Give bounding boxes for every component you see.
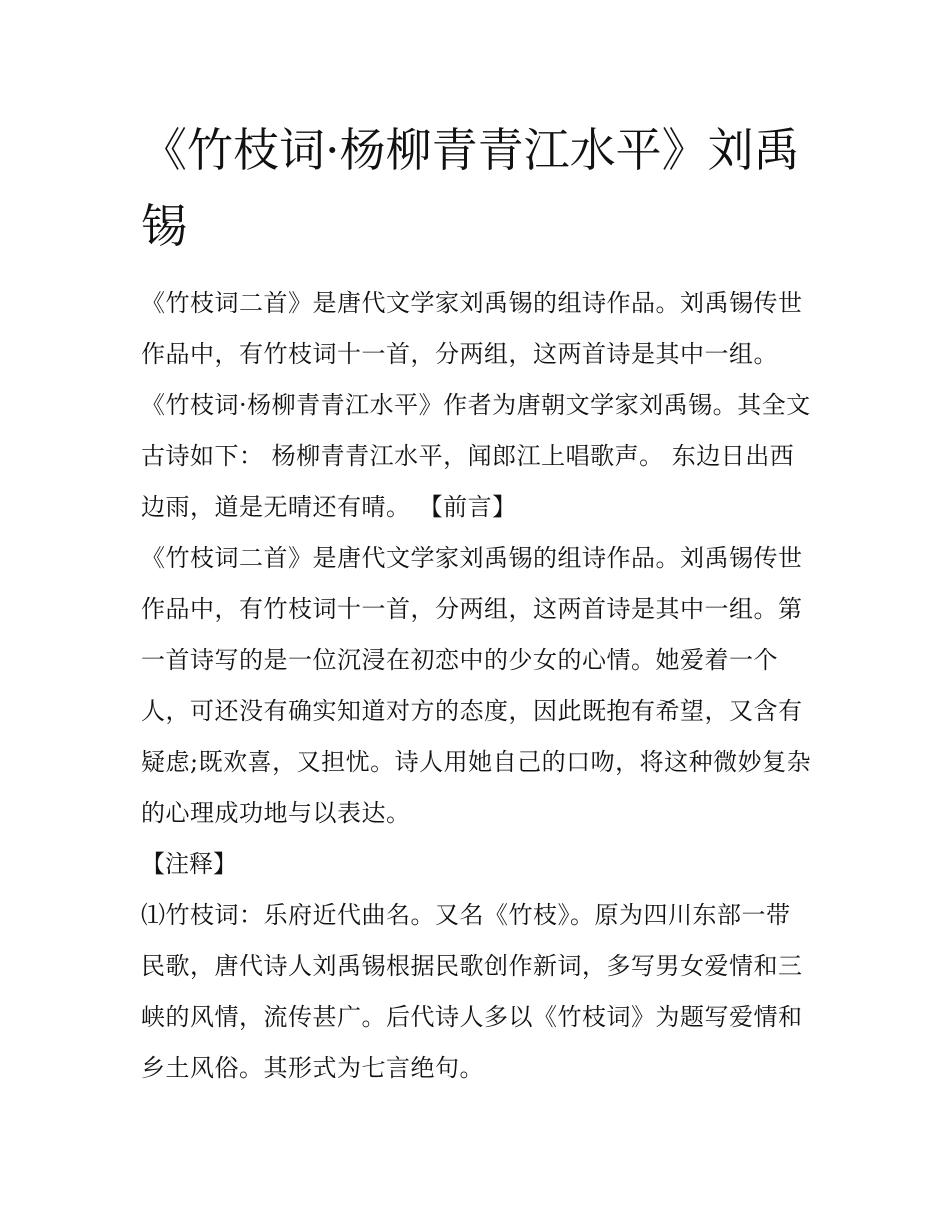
note-item-1: ⑴竹枝词：乐府近代曲名。又名《竹枝》。原为四川东部一带民歌，唐代诗人刘禹锡根据民歌创作新词，多写男女爱情和三峡的风情，流传甚广。后代诗人多以《竹枝词》为题写爱情和乡土风俗。其形式为七言绝句。 <box>141 901 803 1082</box>
document-page <box>141 112 813 1094</box>
notes-heading: 【注释】 <box>141 850 237 878</box>
document-title: 《竹枝词·杨柳青青江水平》刘禹锡 <box>141 123 800 253</box>
preface-paragraph: 《竹枝词二首》是唐代文学家刘禹锡的组诗作品。刘禹锡传世作品中，有竹枝词十一首，分两组，这两首诗是其中一组。第一首诗写的是一位沉浸在初恋中的少女的心情。她爱着一个人，可还没有确实知道对方的态度，因此既抱有希望，又含有疑虑;既欢喜，又担忧。诗人用她自己的口吻，将这种微妙复杂的心理成功地与以表达。 <box>141 544 812 827</box>
intro-paragraph: 《竹枝词二首》是唐代文学家刘禹锡的组诗作品。刘禹锡传世作品中，有竹枝词十一首，分两组，这两首诗是其中一组。《竹枝词·杨柳青青江水平》作者为唐朝文学家刘禹锡。其全文古诗如下： 杨柳青青江水平，闻郎江上唱歌声。 东边日出西边雨，道是无晴还有晴。 【前言】 <box>141 289 811 521</box>
